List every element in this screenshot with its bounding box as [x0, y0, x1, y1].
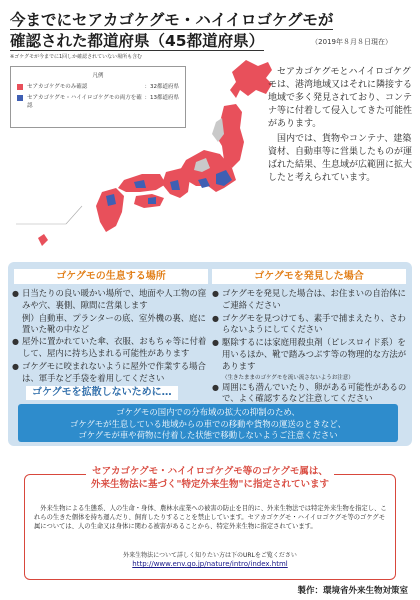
okinawa-divider-v — [66, 206, 82, 224]
habitat-example: 例）自動車、プランターの底、室外機の裏、庭に置いた靴の中など — [22, 312, 206, 335]
found-bullet-1: ● ゴケグモを発見した場合は、お住まいの自治体にご連絡ください — [212, 288, 410, 312]
habitat-bullet-1: ● 日当たりの良い暖かい場所で、地面や人工物の窪みや穴、裏側、隙間に営巣します — [12, 288, 210, 312]
legal-more-info: 外来生物法について詳しく知りたい方は下のURLをご覧ください — [123, 552, 297, 559]
legend-count-only: ：32都道府県 — [144, 84, 179, 90]
legend-row-only — [17, 83, 179, 91]
intro-text — [268, 66, 418, 187]
hokkaido-shape — [230, 60, 272, 98]
habitat-heading: ゴケグモの生息する場所 — [14, 269, 208, 284]
intro-paragraph-1: セアカゴケグモとハイイロゴケグモは、港湾地域又はそれに隣接する地域で多く発見されており、コンテナ等に付着して侵入してきた可能性があります。 — [268, 67, 413, 129]
map-legend — [10, 66, 186, 128]
legend-title: 凡例 — [92, 73, 104, 79]
shikoku-both-shape — [148, 197, 156, 204]
legend-count-both: ：13都道府県 — [144, 95, 179, 101]
spread-line-1: ゴケグモの国内での分布域の拡大の抑制のため、 — [116, 407, 300, 417]
legend-label-only: セアカゴケグモのみ確認 — [27, 84, 88, 90]
found-column — [212, 288, 410, 406]
found-heading: ゴケグモを発見した場合 — [212, 269, 406, 284]
title-note: ※ゴケグモが今までに1回しか確認されていない場所も含む — [10, 54, 143, 60]
legend-row-both — [17, 94, 179, 110]
legal-heading — [0, 466, 420, 491]
legend-swatch-only — [17, 84, 23, 90]
legend-swatch-both — [17, 95, 23, 101]
page-title-line1: 今までにセアカゴケグモ・ハイイロゴケグモが — [10, 11, 334, 29]
found-bullet-2: ● ゴケグモを見つけても、素手で捕まえたり、さわらないようにしてください — [212, 313, 410, 337]
found-bullet-3: ● 駆除するには家庭用殺虫剤（ピレスロイド系）を用いるほか、靴で踏みつぶす等の物理的な方法があります — [212, 337, 410, 372]
okinawa-shape — [38, 234, 48, 246]
spread-line-2: ゴケグモが生息している地域からの車での移動や貨物の運送のときなど、 — [69, 418, 347, 429]
spread-box — [18, 404, 398, 442]
legal-heading-line1: セアカゴケグモ・ハイイロゴケグモ等のゴケグモ属は、 — [86, 466, 334, 477]
habitat-bullet-2: ● 屋外に置かれていた傘、衣服、おもちゃ等に付着して、屋内に持ち込まれる可能性があります — [12, 336, 210, 360]
spread-line-3: ゴケグモが車や荷物に付着した状態で移動しないようご注意ください — [78, 430, 338, 440]
intro-paragraph-2: 国内では、貨物やコンテナ、建築資材、自動車等に営巣したものが運ばれた結果、生息域が広範囲に拡大したと考えられています。 — [268, 134, 413, 183]
legend-label-both: セアカゴケグモ・ハイイロゴケグモの両方を確認 — [27, 95, 142, 109]
legal-url-link[interactable]: http://www.env.go.jp/nature/intro/index.html — [132, 560, 288, 568]
habitat-bullet-3: ● ゴケグモに咬まれないように屋外で作業する場合は、軍手など手袋を着用してください — [12, 361, 210, 385]
kyushu-shape — [96, 188, 124, 232]
habitat-column — [12, 288, 210, 385]
title-block — [10, 10, 410, 60]
found-note: （生きたままのゴケグモを流い流さないようお注意） — [222, 374, 354, 381]
legal-body: 外来生物による生態系、人の生命・身体、農林水産業への被害の防止を目的に、外来生物法では特定外来生物を指定し、これらの生きた個体を持ち運んだり、飼育したりすることを禁止しています。セアカゴケグモ・ハイイロゴケグモ等のゴケグモ属については、人の生命又は身体に関わる被害があることから、特定外来生物に指定されています。 — [34, 505, 387, 530]
date-stamp: （2019年８月８日現在） — [311, 38, 392, 46]
page-title-line2: 確認された都道府県（45都道府県） — [10, 32, 265, 50]
producer-credit: 製作：環境省外来生物対策室 — [297, 586, 408, 596]
spread-heading: ゴケグモを拡散しないために… — [26, 386, 178, 400]
legal-heading-line2: 外来生物法に基づく"特定外来生物"に指定されています — [85, 479, 335, 490]
found-bullet-4: ● 周囲にも潜んでいたり、卵がある可能性があるので、よく確認するなど注意してください — [212, 382, 410, 406]
